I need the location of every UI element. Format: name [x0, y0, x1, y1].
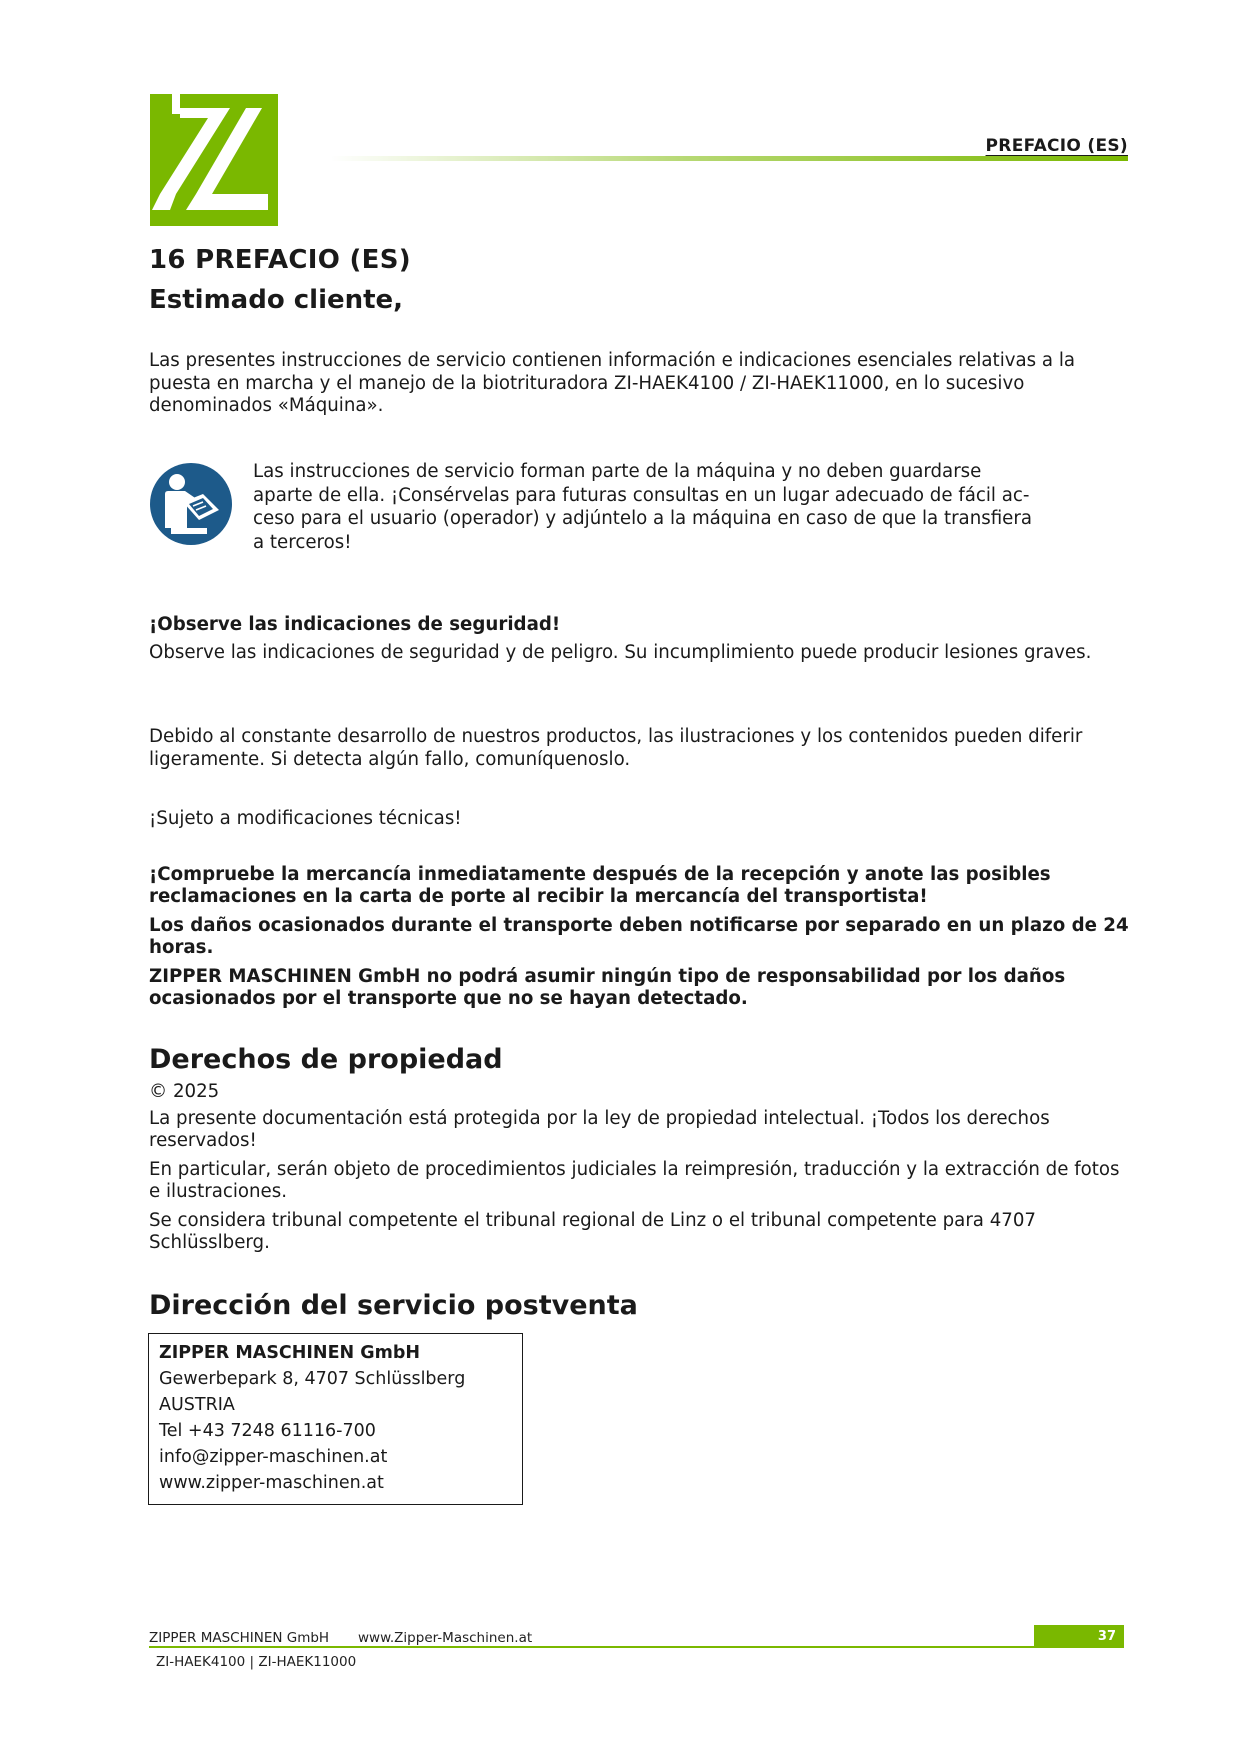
footer-website[interactable]: www.Zipper-Maschinen.at — [358, 1630, 533, 1646]
header-title: PREFACIO (ES) — [985, 136, 1128, 156]
safety-text: Observe las indicaciones de seguridad y de peligro. Su incumplimiento puede producir lesiones graves. — [149, 641, 1092, 663]
read-manual-icon — [149, 462, 233, 546]
footer-rule — [149, 1646, 1124, 1648]
development-note-block — [149, 726, 1129, 771]
warning-liability: ZIPPER MASCHINEN GmbH no podrá asumir ningún tipo de responsabilidad por los daños ocasionados por el transporte que no se hayan detectado. — [149, 966, 1066, 1009]
chapter-title: 16 PREFACIO (ES) — [149, 245, 411, 275]
intro-block — [149, 350, 1129, 418]
property-paragraph: Se considera tribunal competente el tribunal regional de Linz o el tribunal competente para 4707 Schlüsslberg. — [149, 1209, 1037, 1253]
property-heading: Derechos de propiedad — [149, 1044, 503, 1075]
page-number: 37 — [1034, 1625, 1124, 1648]
address-website[interactable]: www.zipper-maschinen.at — [159, 1473, 384, 1493]
footer-company: ZIPPER MASCHINEN GmbH — [149, 1630, 330, 1646]
info-line: a terceros! — [253, 531, 352, 553]
address-country: AUSTRIA — [159, 1395, 235, 1415]
property-block — [149, 1044, 1129, 1255]
footer-models: ZI-HAEK4100 | ZI-HAEK11000 — [156, 1654, 357, 1670]
info-line: aparte de ella. ¡Consérvelas para futuras consultas en un lugar adecuado de fácil ac- — [253, 484, 1030, 506]
address-box — [148, 1333, 523, 1505]
greeting: Estimado cliente, — [149, 285, 404, 315]
technical-note-block — [149, 808, 1129, 831]
info-line: Las instrucciones de servicio forman parte de la máquina y no deben guardarse — [253, 461, 982, 482]
warning-damage: Los daños ocasionados durante el transporte deben notificarse por separado en un plazo de 24 horas. — [149, 915, 1129, 958]
address-company: ZIPPER MASCHINEN GmbH — [159, 1343, 421, 1363]
address-street: Gewerbepark 8, 4707 Schlüsslberg — [159, 1369, 466, 1389]
copyright: © 2025 — [149, 1081, 220, 1102]
safety-heading: ¡Observe las indicaciones de seguridad! — [149, 614, 561, 635]
service-heading: Dirección del servicio postventa — [149, 1290, 638, 1321]
safety-block — [149, 614, 1129, 664]
intro-paragraph: Las presentes instrucciones de servicio contienen información e indicaciones esenciales relativas a la puesta en marcha y el manejo de la biotrituradora ZI-HAEK4100 / ZI-HAEK11000, en lo sucesivo denominados «Máquina». — [149, 350, 1076, 416]
info-text — [253, 460, 1098, 554]
development-note: Debido al constante desarrollo de nuestros productos, las ilustraciones y los contenidos pueden diferir ligeramente. Si detecta algún fallo, comuníquenoslo. — [149, 726, 1083, 770]
property-paragraph: En particular, serán objeto de procedimientos judiciales la reimpresión, traducción y la extracción de fotos e ilustraciones. — [149, 1158, 1120, 1202]
address-email[interactable]: info@zipper-maschinen.at — [159, 1447, 388, 1467]
info-line: ceso para el usuario (operador) y adjúntelo a la máquina en caso de que la transfiera — [253, 508, 1032, 529]
warnings-block — [149, 864, 1129, 1009]
warning-receipt: ¡Compruebe la mercancía inmediatamente después de la recepción y anote las posibles reclamaciones en la carta de porte al recibir la mercancía del transportista! — [149, 864, 1051, 907]
header-rule — [330, 156, 1128, 161]
address-phone: Tel +43 7248 61116-700 — [159, 1421, 376, 1441]
technical-note: ¡Sujeto a modificaciones técnicas! — [149, 808, 462, 829]
property-paragraph: La presente documentación está protegida por la ley de propiedad intelectual. ¡Todos los derechos reservados! — [149, 1107, 1050, 1151]
zipper-logo — [150, 94, 278, 226]
service-heading-block — [149, 1290, 1129, 1321]
